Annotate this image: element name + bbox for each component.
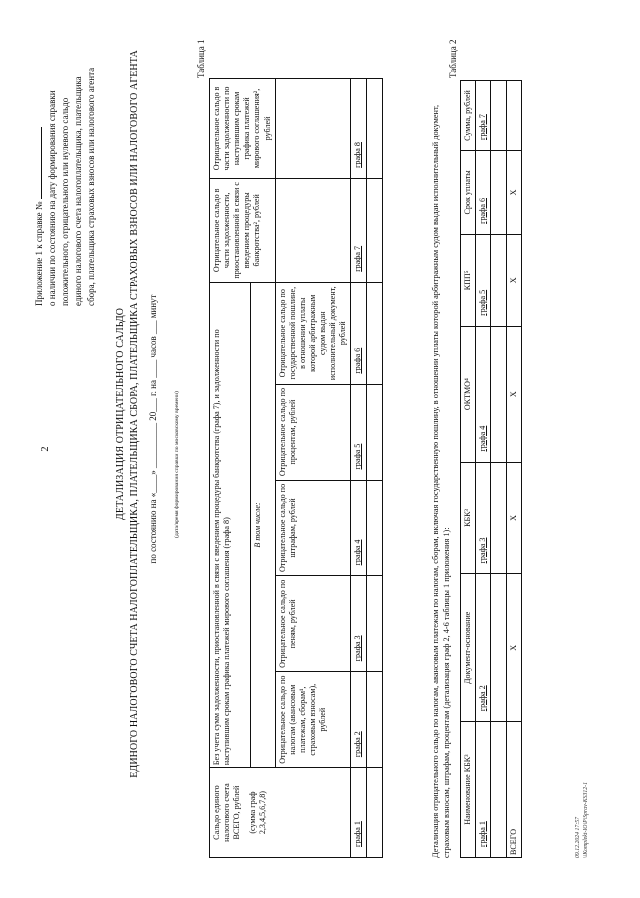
table2-number-row	[476, 81, 491, 858]
table2-empty-cell	[491, 150, 507, 234]
table2-number-cell: графа 2	[476, 574, 491, 722]
table1-col2-header: Отрицательное сальдо по налогам (авансовым платежам, сборам¹, страховым взносам), рублей	[275, 672, 351, 768]
table1-group-header: Без учета сумм задолженности, приостановленной в связи с введением процедуры банкротства (графа 7), и задолженности по наступившим срокам графика платежей мирового соглашения (графа 8)	[210, 282, 251, 767]
table2-label: Таблица 2	[448, 39, 458, 78]
table2-empty-cell	[491, 326, 507, 462]
table1-empty-row	[366, 79, 382, 858]
table2-header-cell: Документ-основание	[461, 574, 476, 722]
document-title	[114, 30, 141, 798]
print-footer	[575, 782, 591, 858]
table1-empty-cell	[366, 768, 382, 858]
table2-empty-cell	[491, 234, 507, 326]
table2-header-cell: КПП⁵	[461, 234, 476, 326]
table2-empty-cell	[491, 722, 507, 858]
table1-number-row	[351, 79, 366, 858]
table1-empty-cell	[366, 480, 382, 576]
table1-col6-header: Отрицательное сальдо по государственной пошлине, в отношении уплаты которой арбитражным судом выдан исполнительный документ, рублей	[275, 282, 351, 384]
detail-paragraph: Детализация отрицательного сальдо по налогам, авансовым платежам по налогам, сборам, включая государственную пошлину, в отношении уплаты которой арбитражным судом выдан исполнительный документ, страховым взносам, штрафам, процентам (детализация граф 2, 4-6 таблицы 1 приложения 1):	[431, 104, 452, 858]
table1-empty-cell	[366, 672, 382, 768]
negative-balance-table	[209, 78, 383, 858]
table2-header-cell: КБК³	[461, 462, 476, 574]
appendix-line-1: Приложение 1 к справке №	[34, 201, 44, 306]
appendix-line-4: единого налогового счета налогоплательщика, плательщика	[73, 76, 84, 306]
table2-header-cell: ОКТМО⁴	[461, 326, 476, 462]
table1-col4-header: Отрицательное сальдо по штрафам, рублей	[275, 480, 351, 576]
table2-number-cell: графа 6	[476, 150, 491, 234]
as-of-date: по состоянию на «____» __________ 20___ г. на ____ часов ___ минут	[148, 294, 158, 564]
table1-number-cell: графа 2	[351, 672, 366, 768]
table2-number-cell: графа 1	[476, 722, 491, 858]
table2-empty-cell	[491, 81, 507, 151]
table2-total-x: Х	[507, 234, 522, 326]
table1-including-header: В том числе:	[251, 282, 276, 767]
table2-header-cell: Срок уплаты	[461, 150, 476, 234]
table2-total-x: Х	[507, 574, 522, 722]
table1-number-cell: графа 4	[351, 480, 366, 576]
table2-total-x: Х	[507, 150, 522, 234]
table1-col3-header: Отрицательное сальдо по пеням, рублей	[275, 576, 351, 672]
table2-total-x: Х	[507, 462, 522, 574]
table2-total-sum	[507, 81, 522, 151]
table1-col1-header: Сальдо единого налогового счета ВСЕГО, рублей (сумма граф 2,3,4,5,6,7,8)	[210, 768, 351, 858]
title-line-1: ДЕТАЛИЗАЦИЯ ОТРИЦАТЕЛЬНОГО САЛЬДО	[115, 307, 126, 521]
title-line-2: ЕДИНОГО НАЛОГОВОГО СЧЕТА НАЛОГОПЛАТЕЛЬЩИКА, ПЛАТЕЛЬЩИКА СБОРА, ПЛАТЕЛЬЩИКА СТРАХОВЫХ ВЗНОСОВ ИЛИ НАЛОГОВОГО АГЕНТА	[128, 50, 140, 778]
appendix-reference	[33, 16, 98, 306]
appendix-line-3: положительного, отрицательного или нулевого сальдо	[60, 97, 71, 306]
table2-number-cell: графа 3	[476, 462, 491, 574]
footer-path: \\Komplekt-IO\P\Sprav-KS312-1	[582, 782, 589, 858]
table2-empty-cell	[491, 574, 507, 722]
table1-label: Таблица 1	[196, 39, 206, 78]
table2-header-cell: Наименование КБК³	[461, 722, 476, 858]
table1-col5-header: Отрицательное сальдо по процентам, рублей	[275, 384, 351, 480]
table2-number-cell: графа 7	[476, 81, 491, 151]
table1-number-cell: графа 7	[351, 178, 366, 282]
table2-total-x: Х	[507, 326, 522, 462]
as-of-note: (дата/время формирования справки по московскому времени)	[174, 391, 180, 538]
table1-col8-header: Отрицательное сальдо в части задолженности по наступившим срокам графика платежей мирового соглашения², рублей	[210, 79, 276, 179]
table1-number-cell: графа 6	[351, 282, 366, 384]
table1-col8-spacer	[275, 79, 351, 179]
certificate-number-blank	[33, 127, 42, 199]
table1-empty-cell	[366, 178, 382, 282]
detail-table	[460, 80, 522, 858]
table1-col7-header: Отрицательное сальдо в части задолженности, приостановленной в связи с введением процедуры банкротства², рублей	[210, 178, 276, 282]
table1-empty-cell	[366, 282, 382, 384]
appendix-line-2: о наличии по состоянию на дату формирования справки	[47, 90, 58, 306]
table2-header-cell: Сумма, рублей	[461, 81, 476, 151]
table1-number-cell: графа 5	[351, 384, 366, 480]
table2-number-cell: графа 4	[476, 326, 491, 462]
table1-number-cell: графа 3	[351, 576, 366, 672]
table1-empty-cell	[366, 384, 382, 480]
table2-number-cell: графа 5	[476, 234, 491, 326]
page-number: 2	[40, 446, 51, 452]
appendix-line-5: сбора, плательщика страховых взносов или налогового агента	[86, 67, 97, 306]
table2-header-row	[461, 81, 476, 858]
table1-col7-spacer	[275, 178, 351, 282]
table1-number-cell: графа 8	[351, 79, 366, 179]
table2-total-label: ВСЕГО	[507, 722, 522, 858]
table2-empty-row	[491, 81, 507, 858]
table2-empty-cell	[491, 462, 507, 574]
table1-empty-cell	[366, 79, 382, 179]
footer-timestamp: 09.12.2024 17:57	[575, 816, 581, 858]
table1-empty-cell	[366, 576, 382, 672]
table2-total-row	[507, 81, 522, 858]
table1-number-cell: графа 1	[351, 768, 366, 858]
